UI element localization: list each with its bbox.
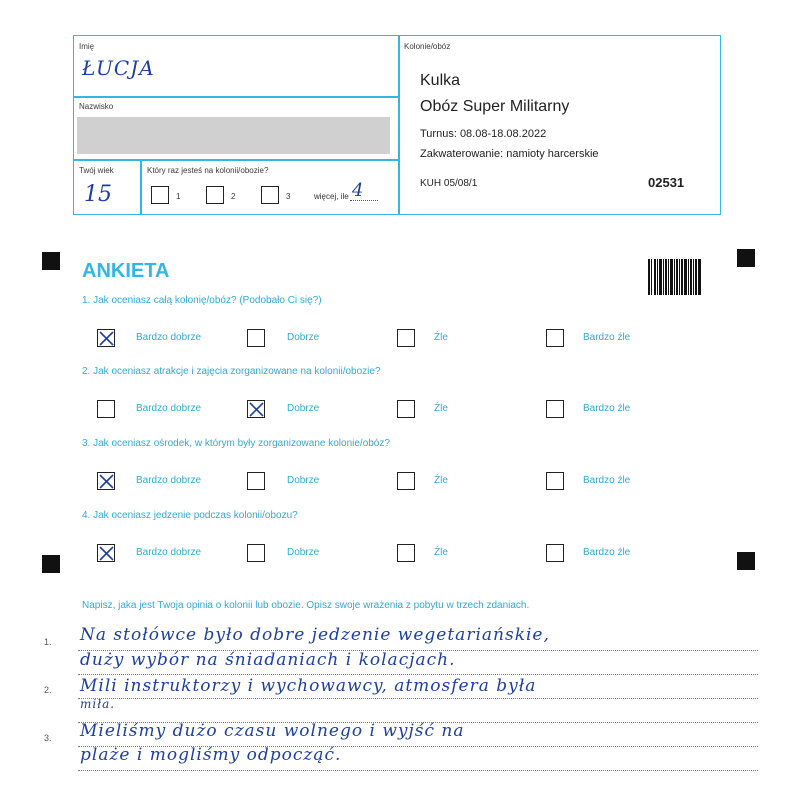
checkbox-frame — [247, 544, 265, 562]
camp-title: Obóz Super Militarny — [420, 98, 570, 115]
question-2-option-3-label: Źle — [434, 403, 448, 414]
handwriting-line-4: miła. — [80, 697, 116, 711]
age-value: 15 — [84, 182, 112, 207]
question-3-option-1-label: Bardzo dobrze — [136, 475, 202, 486]
checkmark-x-icon — [247, 400, 266, 419]
question-4-option-4-checkbox[interactable] — [546, 544, 564, 562]
checkbox-frame — [397, 544, 415, 562]
question-2-option-4-label: Bardzo źle — [583, 403, 631, 414]
camp-code: KUH 05/08/1 — [420, 178, 478, 189]
registration-mark-bottom-left — [42, 555, 60, 573]
question-3-option-3-checkbox[interactable] — [397, 472, 415, 490]
line-number-2: 2. — [44, 685, 52, 695]
question-1-option-2-label: Dobrze — [287, 332, 320, 343]
surname-label: Nazwisko — [79, 102, 114, 111]
question-1-option-4-checkbox[interactable] — [546, 329, 564, 347]
times-option-3: 3 — [286, 192, 291, 201]
times-checkbox-1[interactable] — [151, 186, 169, 204]
question-1-option-1-checkbox[interactable] — [97, 329, 115, 347]
camp-label: Kolonie/obóz — [404, 42, 451, 51]
line-number-3: 3. — [44, 733, 52, 743]
checkbox-frame — [247, 472, 265, 490]
handwriting-line-3: Mili instruktorzy i wychowawcy, atmosfera była — [80, 676, 537, 696]
question-4-option-1-checkbox[interactable] — [97, 544, 115, 562]
registration-mark-top-left — [42, 252, 60, 270]
camp-accommodation: Zakwaterowanie: namioty harcerskie — [420, 148, 599, 160]
question-3-option-2-label: Dobrze — [287, 475, 320, 486]
checkbox-frame — [546, 544, 564, 562]
surname-redaction — [77, 117, 390, 154]
question-4-option-3-label: Źle — [434, 547, 448, 558]
question-2-option-2-label: Dobrze — [287, 403, 320, 414]
handwriting-line-2: duży wybór na śniadaniach i kolacjach. — [80, 650, 456, 670]
answer-line-2 — [78, 674, 758, 675]
times-more-label: więcej, ile — [314, 192, 349, 201]
header-divider-age — [140, 159, 142, 215]
question-4-option-2-label: Dobrze — [287, 547, 320, 558]
answer-line-3 — [78, 698, 758, 699]
question-1-option-1-label: Bardzo dobrze — [136, 332, 202, 343]
question-4-option-4-label: Bardzo źle — [583, 547, 631, 558]
question-3-text: 3. Jak oceniasz ośrodek, w którym były zorganizowane kolonie/obóz? — [82, 438, 390, 449]
age-label: Twój wiek — [79, 166, 114, 175]
header-divider-h1 — [73, 96, 399, 98]
times-label: Który raz jesteś na kolonii/obozie? — [147, 166, 269, 175]
survey-title: ANKIETA — [82, 260, 170, 282]
times-checkbox-3[interactable] — [261, 186, 279, 204]
question-2-option-1-label: Bardzo dobrze — [136, 403, 202, 414]
times-more-value: 4 — [352, 180, 364, 201]
question-1-text: 1. Jak oceniasz całą kolonię/obóz? (Podobało Ci się?) — [82, 295, 322, 306]
question-3-option-4-label: Bardzo źle — [583, 475, 631, 486]
checkmark-x-icon — [97, 544, 116, 563]
camp-name: Kulka — [420, 72, 461, 89]
question-3-option-4-checkbox[interactable] — [546, 472, 564, 490]
times-checkbox-2[interactable] — [206, 186, 224, 204]
checkbox-frame — [546, 400, 564, 418]
question-2-text: 2. Jak oceniasz atrakcje i zajęcia zorganizowane na kolonii/obozie? — [82, 366, 381, 377]
question-4-option-1-label: Bardzo dobrze — [136, 547, 202, 558]
answer-line-6 — [78, 770, 758, 771]
line-number-1: 1. — [44, 637, 52, 647]
question-1-option-3-label: Źle — [434, 332, 448, 343]
checkbox-frame — [546, 472, 564, 490]
header-divider-vertical — [398, 35, 400, 215]
checkbox-frame — [397, 329, 415, 347]
name-label: Imię — [79, 42, 95, 51]
question-4-option-2-checkbox[interactable] — [247, 544, 265, 562]
checkbox-frame — [397, 400, 415, 418]
question-2-option-1-checkbox[interactable] — [97, 400, 115, 418]
header-divider-h2 — [73, 159, 399, 161]
checkbox-frame — [97, 400, 115, 418]
question-1-option-3-checkbox[interactable] — [397, 329, 415, 347]
question-3-option-1-checkbox[interactable] — [97, 472, 115, 490]
times-option-1: 1 — [176, 192, 181, 201]
barcode-icon — [648, 259, 701, 295]
question-1-option-4-label: Bardzo źle — [583, 332, 631, 343]
checkbox-frame — [247, 329, 265, 347]
camp-turnus: Turnus: 08.08-18.08.2022 — [420, 128, 547, 140]
opinion-prompt: Napisz, jaka jest Twoja opinia o kolonii lub obozie. Opisz swoje wrażenia z pobytu w trzech zdaniach. — [82, 600, 530, 611]
checkmark-x-icon — [97, 472, 116, 491]
times-option-2: 2 — [231, 192, 236, 201]
name-value: ŁUCJA — [82, 56, 155, 80]
handwriting-line-5: Mieliśmy dużo czasu wolnego i wyjść na — [80, 721, 465, 741]
checkmark-x-icon — [97, 329, 116, 348]
question-2-option-4-checkbox[interactable] — [546, 400, 564, 418]
handwriting-line-6: plaże i mogliśmy odpocząć. — [80, 745, 342, 765]
question-4-option-3-checkbox[interactable] — [397, 544, 415, 562]
question-1-option-2-checkbox[interactable] — [247, 329, 265, 347]
handwriting-line-1: Na stołówce było dobre jedzenie wegetariańskie, — [80, 625, 550, 645]
checkbox-frame — [546, 329, 564, 347]
question-3-option-3-label: Źle — [434, 475, 448, 486]
question-3-option-2-checkbox[interactable] — [247, 472, 265, 490]
camp-id-number: 02531 — [648, 175, 685, 190]
checkbox-frame — [397, 472, 415, 490]
question-2-option-3-checkbox[interactable] — [397, 400, 415, 418]
question-2-option-2-checkbox[interactable] — [247, 400, 265, 418]
question-4-text: 4. Jak oceniasz jedzenie podczas kolonii/obozu? — [82, 510, 298, 521]
registration-mark-bottom-right — [737, 552, 755, 570]
registration-mark-top-right — [737, 249, 755, 267]
